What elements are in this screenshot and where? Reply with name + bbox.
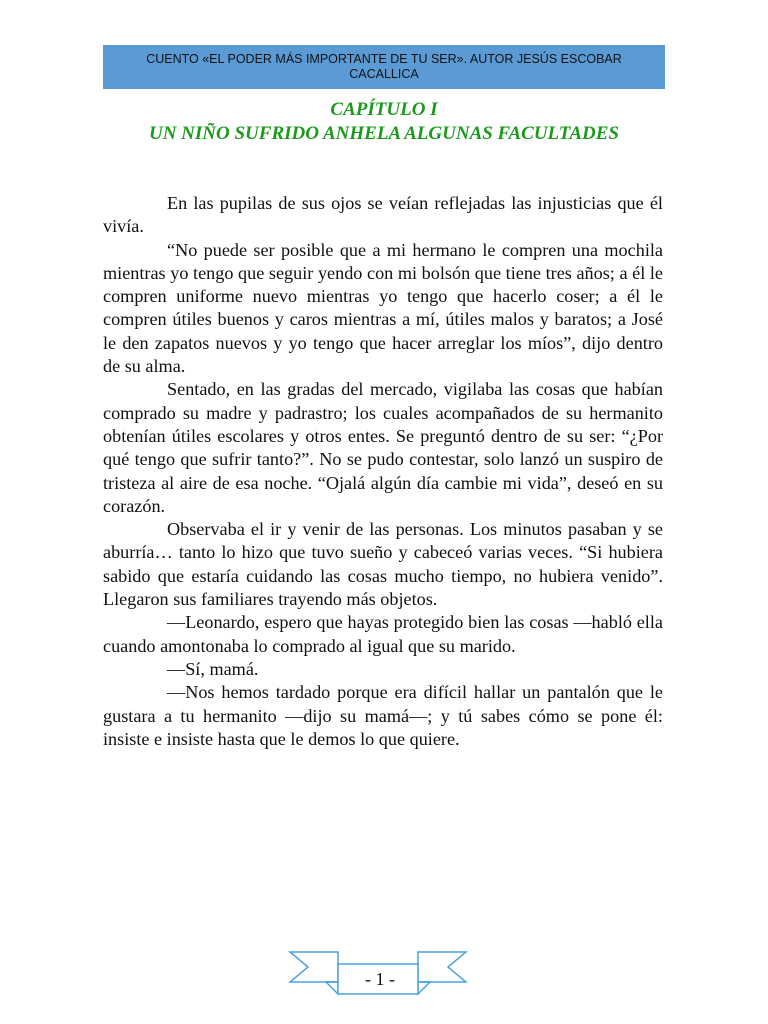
chapter-title: UN NIÑO SUFRIDO ANHELA ALGUNAS FACULTADES bbox=[148, 123, 620, 144]
chapter-number: CAPÍTULO I bbox=[330, 99, 438, 120]
story-body bbox=[103, 192, 663, 751]
running-header-text: CUENTO «EL PODER MÁS IMPORTANTE DE TU SER». AUTOR JESÚS ESCOBAR CACALLICA bbox=[146, 52, 622, 81]
page-footer bbox=[288, 944, 468, 1000]
paragraph: Sentado, en las gradas del mercado, vigilaba las cosas que habían comprado su madre y padrastro; los cuales acompañados de su hermanito obtenían útiles escolares y otros entes. Se preguntó dentro de su ser: “¿Por qué tengo que sufrir tanto?”. No se pudo contestar, solo lanzó un suspiro de tristeza al aire de esa noche. “Ojalá algún día cambie mi vida”, deseó en su corazón. bbox=[103, 379, 663, 516]
page-number: - 1 - bbox=[365, 969, 395, 989]
running-header bbox=[103, 45, 665, 89]
paragraph: —Leonardo, espero que hayas protegido bien las cosas —habló ella cuando amontonaba lo comprado al igual que su marido. bbox=[103, 612, 663, 656]
paragraph: Observaba el ir y venir de las personas. Los minutos pasaban y se aburría… tanto lo hizo que tuvo sueño y cabeceó varias veces. “Si hubiera sabido que estaría cuidando las cosas mucho tiempo, no hubiera venido”. Llegaron sus familiares trayendo más objetos. bbox=[103, 519, 663, 610]
paragraph: —Sí, mamá. bbox=[167, 658, 259, 679]
paragraph: En las pupilas de sus ojos se veían reflejadas las injusticias que él vivía. bbox=[103, 193, 663, 237]
paragraph: —Nos hemos tardado porque era difícil hallar un pantalón que le gustara a tu hermanito —dijo su mamá—; y tú sabes cómo se pone él: insiste e insiste hasta que le demos lo que quiere. bbox=[103, 682, 663, 749]
paragraph: “No puede ser posible que a mi hermano le compren una mochila mientras yo tengo que seguir yendo con mi bolsón que tiene tres años; a él le compren uniforme nuevo mientras yo tengo que hacerlo coser; a él le compren útiles buenos y caros mientras a mí, útiles malos y baratos; a José le den zapatos nuevos y yo tengo que hacer arreglar los míos”, dijo dentro de su alma. bbox=[103, 239, 663, 377]
